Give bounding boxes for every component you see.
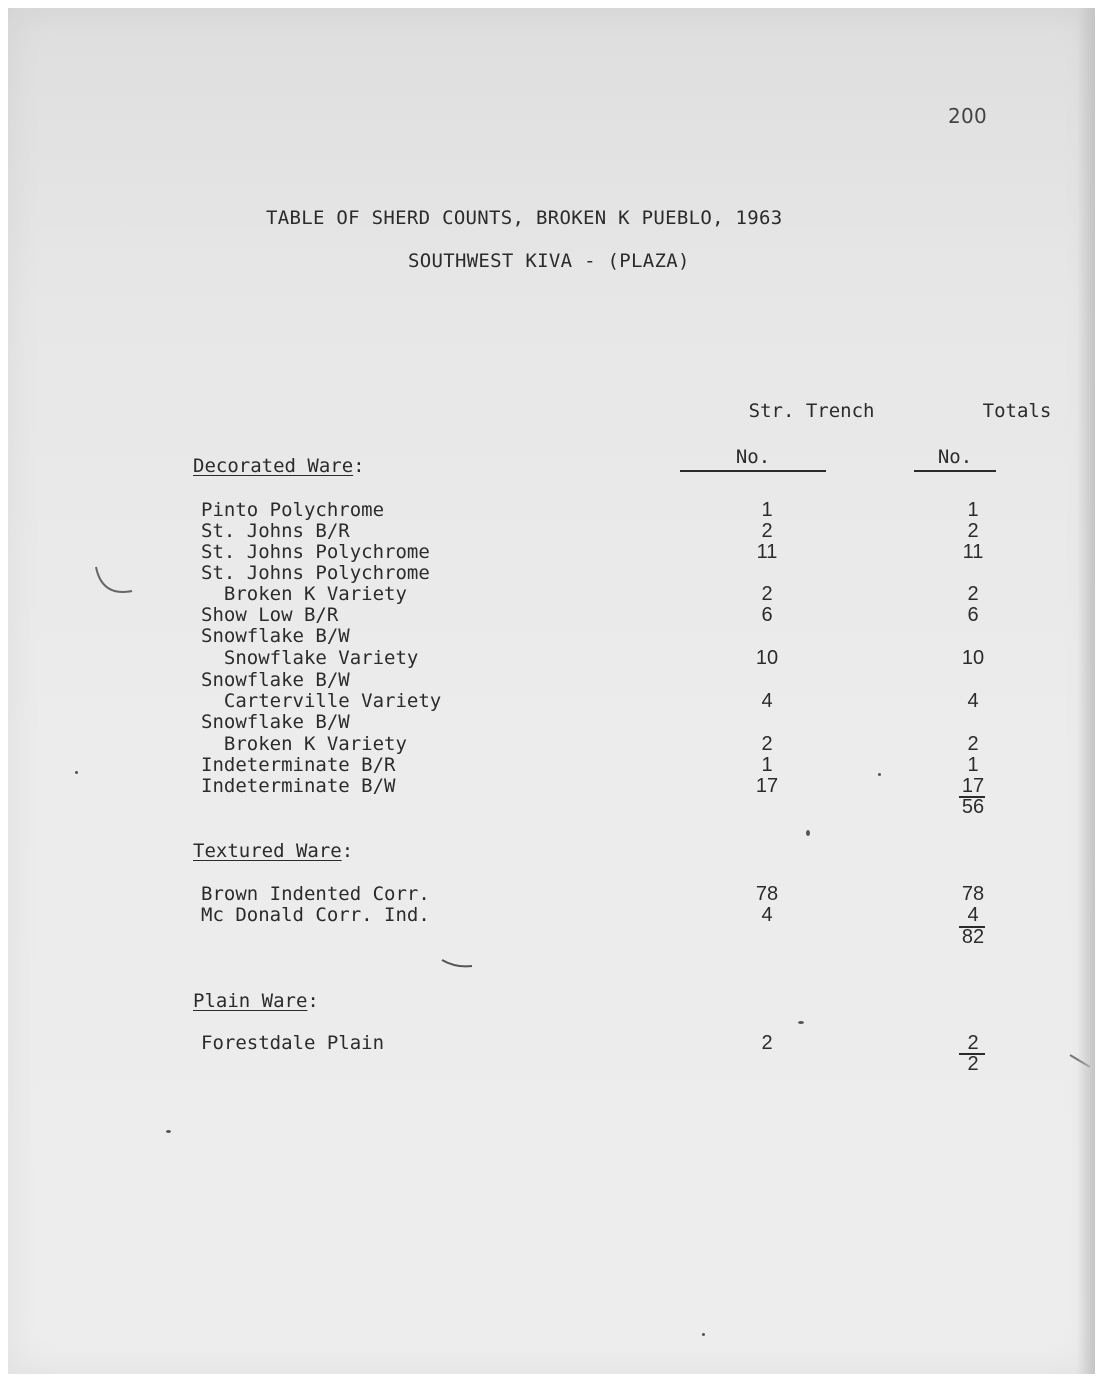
row-label: Snowflake B/W — [201, 625, 350, 647]
row-label: Show Low B/R — [201, 604, 339, 626]
subtotal-plain: 2 — [967, 1053, 979, 1075]
row-label: Mc Donald Corr. Ind. — [201, 904, 430, 926]
row-label: Snowflake B/W — [201, 669, 350, 691]
row-label: Carterville Variety — [201, 690, 442, 712]
trench-count: 78 — [755, 883, 779, 905]
total-count: 4 — [967, 690, 979, 712]
row-label: St. Johns B/R — [201, 520, 350, 542]
trench-count: 10 — [755, 647, 779, 669]
scan-speck — [806, 830, 810, 836]
row-label: Forestdale Plain — [201, 1032, 385, 1054]
trench-count: 2 — [761, 733, 773, 755]
column-header-totals-line1: Totals — [982, 400, 1052, 422]
scan-speck — [878, 773, 881, 776]
trench-count: 4 — [761, 690, 773, 712]
row-label: Snowflake Variety — [201, 647, 419, 669]
section-heading-decorated-text: Decorated Ware — [193, 455, 354, 477]
table-title: TABLE OF SHERD COUNTS, BROKEN K PUEBLO, 1963 — [266, 207, 783, 229]
row-label: St. Johns Polychrome — [201, 562, 430, 584]
total-count: 2 — [967, 733, 979, 755]
row-label: Pinto Polychrome — [201, 499, 385, 521]
trench-count: 4 — [761, 904, 773, 926]
row-label: Broken K Variety — [201, 733, 407, 755]
trench-count: 2 — [761, 520, 773, 542]
section-heading-textured-text: Textured Ware — [193, 840, 342, 862]
trench-count: 17 — [755, 775, 779, 797]
column-header-totals-line2: No. — [914, 446, 996, 472]
total-count: 11 — [962, 541, 984, 563]
total-count: 10 — [961, 647, 985, 669]
trench-count: 6 — [761, 604, 773, 626]
trench-count: 2 — [761, 1032, 773, 1054]
trench-count: 1 — [761, 754, 773, 776]
total-count: 2 — [967, 583, 979, 605]
row-label: St. Johns Polychrome — [201, 541, 430, 563]
row-label: Snowflake B/W — [201, 711, 350, 733]
subtotal-decorated: 56 — [961, 796, 985, 818]
row-label: Indeterminate B/R — [201, 754, 396, 776]
total-count: 1 — [967, 499, 979, 521]
total-count: 2 — [967, 1032, 979, 1054]
pencil-mark — [1068, 1053, 1094, 1073]
scan-speck — [798, 1021, 804, 1024]
row-label: Broken K Variety — [201, 583, 407, 605]
scan-speck — [75, 771, 78, 774]
subtotal-textured: 82 — [961, 926, 985, 948]
total-count: 1 — [967, 754, 979, 776]
column-header-trench — [680, 377, 875, 518]
section-heading-plain: Plain Ware: — [193, 990, 319, 1012]
section-heading-decorated: Decorated Ware: — [193, 455, 365, 477]
trench-count: 2 — [761, 583, 773, 605]
scan-speck — [702, 1333, 705, 1336]
trench-count: 11 — [756, 541, 778, 563]
pencil-mark — [440, 956, 476, 972]
section-heading-textured: Textured Ware: — [193, 840, 354, 862]
column-header-trench-line2: No. — [680, 446, 826, 472]
total-count: 17 — [961, 775, 985, 797]
total-count: 78 — [961, 883, 985, 905]
trench-count: 1 — [761, 499, 773, 521]
table-subtitle: SOUTHWEST KIVA - (PLAZA) — [408, 250, 690, 272]
total-count: 6 — [967, 604, 979, 626]
section-heading-plain-text: Plain Ware — [193, 990, 308, 1012]
total-count: 2 — [967, 520, 979, 542]
row-label: Brown Indented Corr. — [201, 883, 430, 905]
total-count: 4 — [967, 904, 979, 926]
pencil-mark — [92, 563, 142, 603]
column-header-trench-line1: Str. Trench — [748, 400, 875, 422]
page-number: 200 — [948, 104, 988, 128]
column-header-totals — [914, 377, 1052, 518]
paper-sheet — [8, 8, 1095, 1374]
scan-speck — [166, 1130, 171, 1133]
row-label: Indeterminate B/W — [201, 775, 396, 797]
